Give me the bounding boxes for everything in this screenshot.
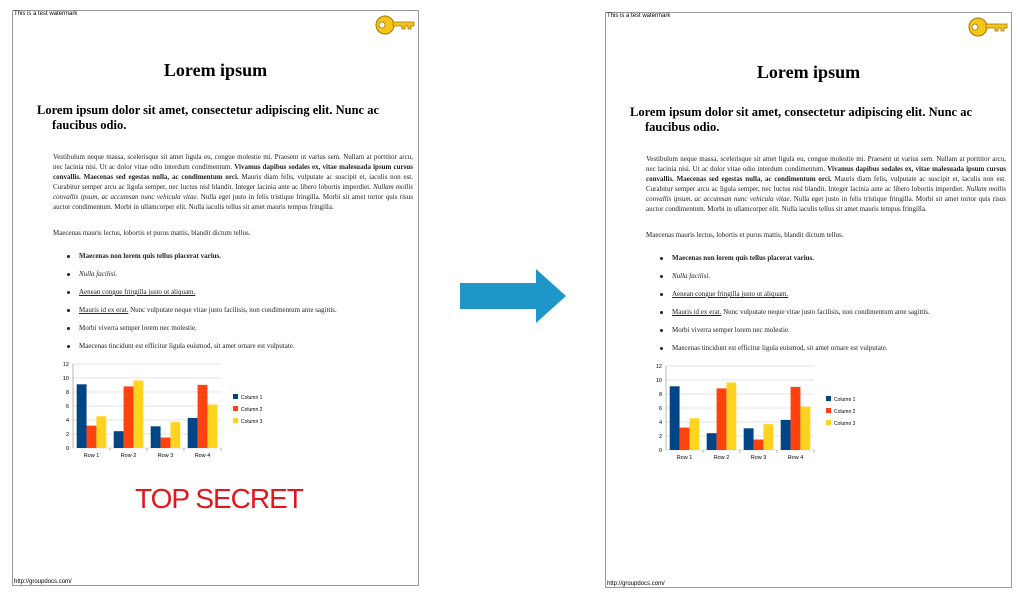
footer-url: http://groupdocs.com/: [14, 579, 72, 585]
legend-swatch: [826, 396, 831, 401]
legend-swatch: [233, 406, 238, 411]
bullet-text: Nulla facilisi.: [79, 270, 118, 278]
watermark-text: This is a test watermark: [607, 13, 671, 19]
bullet-item: [660, 285, 930, 303]
legend-swatch: [233, 418, 238, 423]
bar: [754, 440, 764, 451]
y-tick-label: 0: [658, 448, 662, 454]
paragraph-segment: Nulla eget justo in felis tristique fringilla. Morbi sit amet tortor quis risus auctor condimentum. Morbi in ullamcorper elit. Nulla iaculis tellus sit amet mauris tempus fringilla.: [53, 193, 413, 212]
legend-label: Column 1: [241, 395, 263, 401]
y-tick-label: 12: [62, 362, 69, 368]
bullet-text: Mauris id ex erat.: [79, 306, 129, 314]
bar: [77, 384, 87, 448]
y-tick-label: 0: [65, 446, 69, 452]
legend-label: Column 2: [834, 409, 856, 415]
x-tick-label: Row 3: [750, 455, 767, 461]
paragraph-segment: Mauris diam felis, vulputate ac suscipit et, iaculis non est. Curabitur semper arcu ac ligula semper, nec luctus nisl blandit. Integer lacinia ante ac libero lobortis imperdiet.: [646, 175, 1006, 194]
legend-label: Column 3: [834, 421, 856, 427]
watermark-text: This is a test watermark: [14, 11, 78, 17]
bullet-dot: [660, 347, 663, 350]
bullet-item: [67, 319, 337, 337]
document-heading: Lorem ipsum dolor sit amet, consectetur adipiscing elit. Nunc ac faucibus odio.: [630, 105, 972, 134]
key-icon: [374, 13, 416, 37]
bullet-list: [660, 249, 930, 357]
legend-swatch: [233, 394, 238, 399]
bullet-text: Mauris id ex erat.: [672, 308, 722, 316]
body-paragraph-2: Maecenas mauris lectus, lobortis et purus mattis, blandit dictum tellus.: [646, 231, 844, 239]
bar: [198, 385, 208, 448]
y-tick-label: 6: [65, 404, 69, 410]
bullet-text: Nulla facilisi.: [672, 272, 711, 280]
bar: [744, 428, 754, 450]
bar: [726, 382, 736, 450]
y-tick-label: 8: [65, 390, 69, 396]
bullet-dot: [67, 309, 70, 312]
legend-label: Column 1: [834, 397, 856, 403]
bar: [781, 420, 791, 450]
bullet-item: [660, 303, 930, 321]
y-tick-label: 2: [658, 434, 662, 440]
legend-label: Column 2: [241, 407, 263, 413]
bar: [161, 438, 171, 449]
bar: [188, 418, 198, 448]
x-tick-label: Row 4: [787, 455, 804, 461]
paragraph-segment: Vivamus dapibus sodales ex, vitae malesuada ipsum cursus convallis. Maecenas sed egestas nulla, ac condimentum orci.: [646, 165, 1006, 184]
bullet-item: [67, 265, 337, 283]
bullet-text: Maecenas non lorem quis tellus placerat varius.: [79, 252, 222, 260]
bar: [680, 428, 690, 450]
bar: [717, 388, 727, 450]
y-tick-label: 10: [655, 378, 662, 384]
x-tick-label: Row 1: [676, 455, 693, 461]
x-tick-label: Row 4: [194, 453, 211, 459]
y-tick-label: 6: [658, 406, 662, 412]
bar: [87, 426, 97, 448]
x-tick-label: Row 2: [120, 453, 137, 459]
bullet-dot: [67, 255, 70, 258]
bullet-dot: [67, 273, 70, 276]
legend-swatch: [826, 420, 831, 425]
bullet-text: Morbi viverra semper lorem nec molestie.: [672, 326, 790, 334]
bullet-item: [660, 267, 930, 285]
bullet-text: Aenean congue fringilla justo ut aliquam.: [79, 288, 196, 296]
bar: [791, 387, 801, 450]
bullet-text: Maecenas tincidunt est efficitur ligula euismod, sit amet ornare est vulputate.: [672, 344, 888, 352]
legend-swatch: [826, 408, 831, 413]
bar: [96, 416, 106, 448]
y-tick-label: 4: [658, 420, 662, 426]
bullet-text: Aenean congue fringilla justo ut aliquam.: [672, 290, 789, 298]
bar: [689, 418, 699, 450]
bullet-dot: [660, 293, 663, 296]
bullet-item: [67, 337, 337, 355]
original-page: [12, 10, 419, 586]
y-tick-label: 8: [658, 392, 662, 398]
body-paragraph: [646, 154, 1006, 215]
y-tick-label: 10: [62, 376, 69, 382]
bullet-text: Maecenas tincidunt est efficitur ligula euismod, sit amet ornare est vulputate.: [79, 342, 295, 350]
bar: [800, 407, 810, 450]
bar: [707, 433, 717, 450]
bullet-dot: [67, 345, 70, 348]
bar: [170, 422, 180, 448]
x-tick-label: Row 1: [83, 453, 100, 459]
bullet-dot: [660, 329, 663, 332]
document-title: Lorem ipsum: [163, 60, 268, 80]
y-tick-label: 2: [65, 432, 69, 438]
bar: [114, 431, 124, 448]
y-tick-label: 12: [655, 364, 662, 370]
bullet-item: [67, 301, 337, 319]
paragraph-segment: Vivamus dapibus sodales ex, vitae malesuada ipsum cursus convallis. Maecenas sed egestas nulla, ac condimentum orci.: [53, 163, 413, 182]
top-secret-stamp: TOP SECRET: [135, 483, 303, 514]
bar: [124, 386, 134, 448]
bullet-item: [660, 321, 930, 339]
x-tick-label: Row 2: [713, 455, 730, 461]
bullet-list: [67, 247, 337, 355]
bar: [670, 386, 680, 450]
body-paragraph-2: Maecenas mauris lectus, lobortis et purus mattis, blandit dictum tellus.: [53, 229, 251, 237]
bullet-dot: [660, 257, 663, 260]
paragraph-segment: Mauris diam felis, vulputate ac suscipit et, iaculis non est. Curabitur semper arcu ac ligula semper, nec luctus nisl blandit. Integer lacinia ante ac libero lobortis imperdiet.: [53, 173, 413, 192]
footer-url: http://groupdocs.com/: [607, 581, 665, 587]
bar-chart: [53, 359, 273, 459]
bullet-dot: [67, 327, 70, 330]
legend-label: Column 3: [241, 419, 263, 425]
bullet-item: [67, 283, 337, 301]
bullet-dot: [660, 275, 663, 278]
bullet-dot: [67, 291, 70, 294]
y-tick-label: 4: [65, 418, 69, 424]
bullet-text: Morbi viverra semper lorem nec molestie.: [79, 324, 197, 332]
bar: [207, 405, 217, 448]
bullet-text: Nunc vulputate neque vitae justo facilisis, non condimentum ante sagittis.: [128, 306, 337, 314]
body-paragraph: [53, 152, 413, 213]
bar: [151, 426, 161, 448]
bullet-text: Maecenas non lorem quis tellus placerat varius.: [672, 254, 815, 262]
arrow-right-icon: [460, 269, 566, 323]
paragraph-segment: Nulla eget justo in felis tristique fringilla. Morbi sit amet tortor quis risus auctor condimentum. Morbi in ullamcorper elit. Nulla iaculis tellus sit amet mauris tempus fringilla.: [646, 195, 1006, 214]
paragraph-segment: Vestibulum neque massa, scelerisque sit amet ligula eu, congue molestie mi. Praesent ut varius sem. Nullam at porttitor arcu, nec lacinia nisi. Ut ac dolor vitae odio interdum condimentum.: [53, 153, 413, 172]
bullet-item: [67, 247, 337, 265]
bullet-item: [660, 339, 930, 357]
paragraph-segment: Vestibulum neque massa, scelerisque sit amet ligula eu, congue molestie mi. Praesent ut varius sem. Nullam at porttitor arcu, nec lacinia nisi. Ut ac dolor vitae odio interdum condimentum.: [646, 155, 1006, 174]
x-tick-label: Row 3: [157, 453, 174, 459]
bullet-dot: [660, 311, 663, 314]
bullet-text: Nunc vulputate neque vitae justo facilisis, non condimentum ante sagittis.: [721, 308, 930, 316]
document-title: Lorem ipsum: [756, 62, 861, 82]
bar: [133, 380, 143, 448]
bar: [763, 424, 773, 450]
processed-page: [605, 12, 1012, 588]
key-icon: [967, 15, 1009, 39]
paragraph-segment: Nullam mollis convallis ipsum, ac accumsan nunc vehicula vitae.: [646, 185, 1007, 204]
document-heading: Lorem ipsum dolor sit amet, consectetur adipiscing elit. Nunc ac faucibus odio.: [37, 103, 379, 132]
bar-chart: [646, 361, 866, 461]
paragraph-segment: Nullam mollis convallis ipsum, ac accumsan nunc vehicula vitae.: [53, 183, 414, 202]
bullet-item: [660, 249, 930, 267]
